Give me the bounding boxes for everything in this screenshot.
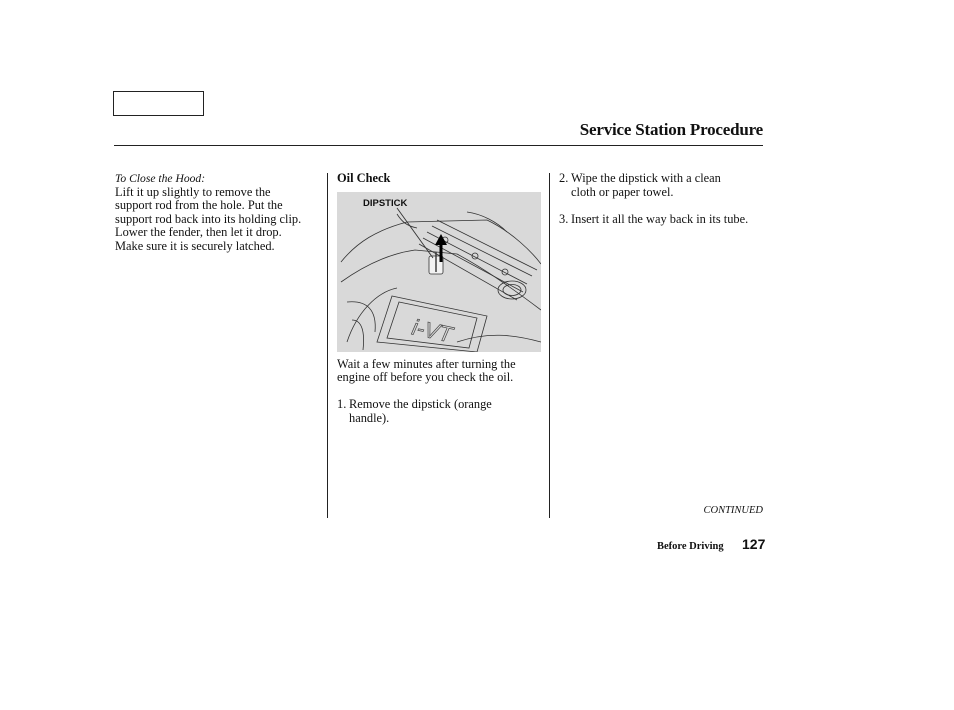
step-text xyxy=(571,172,769,199)
text-line: Lift it up slightly to remove the xyxy=(115,184,271,199)
step-3 xyxy=(559,213,769,227)
step-number: 1. xyxy=(337,397,347,411)
page-box xyxy=(113,91,204,116)
figure-label-dipstick: DIPSTICK xyxy=(363,198,408,209)
step-number: 2. xyxy=(559,171,569,185)
paragraph-wait xyxy=(337,358,545,385)
page-number: 127 xyxy=(742,536,766,552)
emblem-lettering: i-VT xyxy=(409,314,455,348)
text-line: Insert it all the way back in its tube. xyxy=(571,211,749,226)
text-line: cloth or paper towel. xyxy=(571,184,674,199)
column-divider-2 xyxy=(549,173,550,518)
column-divider-1 xyxy=(327,173,328,518)
step-number: 3. xyxy=(559,211,569,226)
step-text xyxy=(349,398,545,425)
step-text xyxy=(571,213,769,227)
text-line: Remove the dipstick (orange xyxy=(349,397,492,411)
engine-drawing xyxy=(337,192,541,352)
text-line: Wipe the dipstick with a clean xyxy=(571,171,721,185)
step-1 xyxy=(337,398,545,425)
text-line: Lower the fender, then let it drop. xyxy=(115,225,282,239)
spacer xyxy=(337,385,545,399)
column-steps xyxy=(559,172,769,226)
text-line: handle). xyxy=(349,410,390,425)
text-line: support rod from the hole. Put the xyxy=(115,198,283,212)
column-close-hood xyxy=(115,172,322,253)
heading-oil-check: Oil Check xyxy=(337,171,391,185)
header-rule xyxy=(114,145,763,146)
paragraph-close-hood xyxy=(115,186,322,254)
continued-label: CONTINUED xyxy=(703,505,763,516)
subheading-close-hood: To Close the Hood: xyxy=(115,172,206,185)
text-line: Make sure it is securely latched. xyxy=(115,238,275,253)
engine-illustration xyxy=(337,192,541,352)
spacer xyxy=(559,199,769,213)
text-line: support rod back into its holding clip. xyxy=(115,211,302,226)
text-line: Wait a few minutes after turning the xyxy=(337,356,516,371)
text-line: engine off before you check the oil. xyxy=(337,370,514,384)
step-2 xyxy=(559,172,769,199)
footer-section-name: Before Driving xyxy=(657,541,724,552)
page-title: Service Station Procedure xyxy=(579,120,763,139)
